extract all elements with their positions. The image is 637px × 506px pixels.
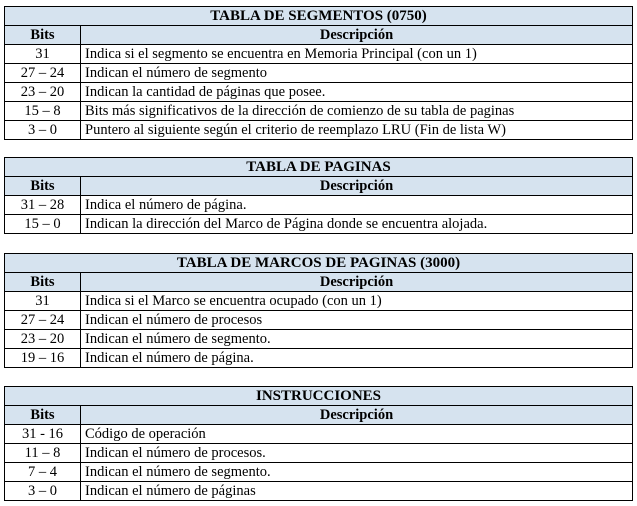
table-title-row <box>5 158 633 177</box>
description-cell: Indican el número de páginas <box>81 482 633 501</box>
table-header-row <box>5 406 633 425</box>
table-row <box>5 349 633 368</box>
table-row <box>5 83 633 102</box>
table-row <box>5 45 633 64</box>
bits-cell: 27 – 24 <box>5 64 81 83</box>
table-title: TABLA DE SEGMENTOS (0750) <box>5 7 633 26</box>
bits-cell: 31 – 28 <box>5 196 81 215</box>
table-title: TABLA DE PAGINAS <box>5 158 633 177</box>
table-title-row <box>5 7 633 26</box>
description-cell: Código de operación <box>81 425 633 444</box>
description-cell: Indican la cantidad de páginas que posee. <box>81 83 633 102</box>
table-row <box>5 64 633 83</box>
description-cell: Bits más significativos de la dirección de comienzo de su tabla de paginas <box>81 102 633 121</box>
description-cell: Indica el número de página. <box>81 196 633 215</box>
bits-column-header: Bits <box>5 406 81 425</box>
table-row <box>5 463 633 482</box>
page-frame-table <box>4 253 633 368</box>
table-row <box>5 121 633 140</box>
table-row <box>5 425 633 444</box>
description-cell: Puntero al siguiente según el criterio de reemplazo LRU (Fin de lista W) <box>81 121 633 140</box>
table-row <box>5 292 633 311</box>
description-column-header: Descripción <box>81 177 633 196</box>
bits-cell: 15 – 8 <box>5 102 81 121</box>
bits-cell: 7 – 4 <box>5 463 81 482</box>
description-column-header: Descripción <box>81 406 633 425</box>
bits-cell: 3 – 0 <box>5 121 81 140</box>
description-cell: Indican el número de segmento. <box>81 463 633 482</box>
bits-cell: 15 – 0 <box>5 215 81 234</box>
table-header-row <box>5 177 633 196</box>
description-cell: Indica si el segmento se encuentra en Memoria Principal (con un 1) <box>81 45 633 64</box>
segment-table <box>4 6 633 140</box>
table-row <box>5 444 633 463</box>
table-row <box>5 330 633 349</box>
table-row <box>5 102 633 121</box>
bits-column-header: Bits <box>5 273 81 292</box>
bits-column-header: Bits <box>5 177 81 196</box>
bits-cell: 27 – 24 <box>5 311 81 330</box>
bits-cell: 19 – 16 <box>5 349 81 368</box>
bits-cell: 11 – 8 <box>5 444 81 463</box>
description-cell: Indican el número de procesos <box>81 311 633 330</box>
description-cell: Indican la dirección del Marco de Página donde se encuentra alojada. <box>81 215 633 234</box>
table-title: TABLA DE MARCOS DE PAGINAS (3000) <box>5 254 633 273</box>
description-cell: Indican el número de segmento <box>81 64 633 83</box>
description-cell: Indican el número de página. <box>81 349 633 368</box>
table-header-row <box>5 273 633 292</box>
description-cell: Indica si el Marco se encuentra ocupado (con un 1) <box>81 292 633 311</box>
table-row <box>5 482 633 501</box>
bits-cell: 23 – 20 <box>5 83 81 102</box>
description-column-header: Descripción <box>81 273 633 292</box>
table-title-row <box>5 387 633 406</box>
table-row <box>5 311 633 330</box>
page-table <box>4 157 633 234</box>
table-title: INSTRUCCIONES <box>5 387 633 406</box>
table-row <box>5 196 633 215</box>
table-row <box>5 215 633 234</box>
bits-cell: 31 - 16 <box>5 425 81 444</box>
table-title-row <box>5 254 633 273</box>
description-cell: Indican el número de segmento. <box>81 330 633 349</box>
description-cell: Indican el número de procesos. <box>81 444 633 463</box>
bits-cell: 31 <box>5 292 81 311</box>
bits-cell: 23 – 20 <box>5 330 81 349</box>
bits-cell: 31 <box>5 45 81 64</box>
description-column-header: Descripción <box>81 26 633 45</box>
table-header-row <box>5 26 633 45</box>
bits-cell: 3 – 0 <box>5 482 81 501</box>
instructions-table <box>4 386 633 501</box>
bits-column-header: Bits <box>5 26 81 45</box>
